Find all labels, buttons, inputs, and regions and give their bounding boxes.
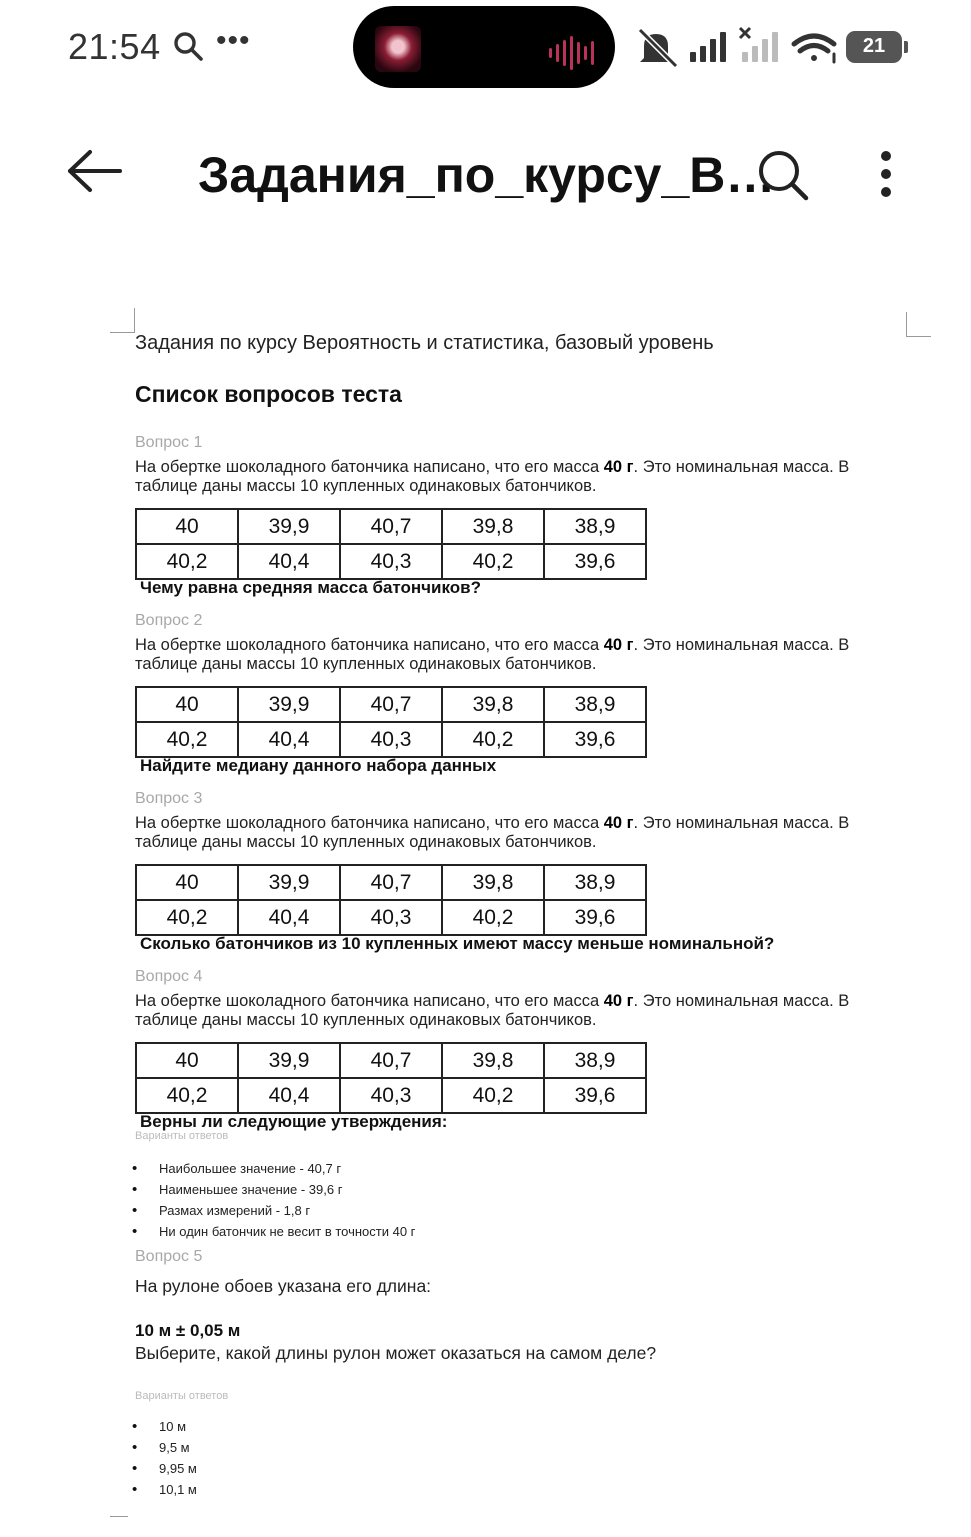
table-cell: 39,8 <box>442 1043 544 1078</box>
app-bar <box>0 120 971 230</box>
document-view[interactable] <box>0 290 971 1536</box>
question-label: Вопрос 5 <box>135 1248 203 1265</box>
table-cell: 40,4 <box>238 544 340 579</box>
table-cell: 40,7 <box>340 1043 442 1078</box>
search-icon[interactable] <box>756 148 810 207</box>
table-cell: 39,9 <box>238 509 340 544</box>
table-cell: 38,9 <box>544 865 646 900</box>
table-cell: 38,9 <box>544 509 646 544</box>
question-text: На обертке шоколадного батончика написано, что его масса 40 г. Это номинальная масса. В таблице даны массы 10 купленных одинаковых батончиков. <box>135 814 850 851</box>
answer-options <box>135 1416 905 1500</box>
page-corner-mark <box>906 312 931 337</box>
question-text: На рулоне обоев указана его длина: <box>135 1276 432 1296</box>
table-cell: 40,7 <box>340 865 442 900</box>
variants-label: Варианты ответов <box>135 1390 229 1402</box>
question-prompt: Найдите медиану данного набора данных <box>140 756 497 775</box>
status-more-indicator: ••• <box>216 24 251 57</box>
mass-table <box>135 864 647 936</box>
list-item: • Ни один батончик не весит в точности 40 г <box>135 1221 905 1242</box>
more-options-icon[interactable] <box>876 150 896 203</box>
question-label: Вопрос 1 <box>135 434 203 451</box>
signal-disabled-icon <box>740 28 778 62</box>
battery-level: 21 <box>862 35 886 57</box>
mass-table <box>135 1042 647 1114</box>
mass-table <box>135 508 647 580</box>
list-item: • 9,5 м <box>135 1437 905 1458</box>
question-label: Вопрос 4 <box>135 968 203 985</box>
signal-icon <box>690 32 726 62</box>
table-cell: 39,9 <box>238 865 340 900</box>
page-corner-mark <box>110 308 135 333</box>
question-block <box>135 612 905 776</box>
list-item: • 9,95 м <box>135 1458 905 1479</box>
document-header: Задания по курсу Вероятность и статистика, базовый уровень <box>135 332 714 354</box>
list-item: • 10 м <box>135 1416 905 1437</box>
table-cell: 40 <box>136 865 238 900</box>
table-cell: 40,2 <box>136 544 238 579</box>
mute-icon <box>640 30 676 66</box>
battery-icon <box>846 31 902 63</box>
status-bar <box>0 0 971 95</box>
document-title: Задания_по_курсу_В… <box>198 147 776 203</box>
question-block <box>135 434 905 598</box>
table-cell: 40,4 <box>238 1078 340 1113</box>
question-prompt: Выберите, какой длины рулон может оказаться на самом деле? <box>135 1343 657 1363</box>
list-item: • Наименьшее значение - 39,6 г <box>135 1179 905 1200</box>
question-prompt: Чему равна средняя масса батончиков? <box>140 578 481 597</box>
variants-label: Варианты ответов <box>135 1130 229 1142</box>
list-item: • Размах измерений - 1,8 г <box>135 1200 905 1221</box>
mass-table <box>135 686 647 758</box>
table-cell: 40,2 <box>442 900 544 935</box>
question-prompt: Верны ли следующие утверждения: <box>140 1112 448 1131</box>
table-cell: 40,3 <box>340 1078 442 1113</box>
back-arrow-icon[interactable] <box>66 148 124 199</box>
table-cell: 40 <box>136 509 238 544</box>
table-cell: 39,6 <box>544 722 646 757</box>
table-cell: 40 <box>136 1043 238 1078</box>
table-cell: 38,9 <box>544 687 646 722</box>
list-item: • 10,1 м <box>135 1479 905 1500</box>
table-cell: 40,4 <box>238 722 340 757</box>
question-text: На обертке шоколадного батончика написано, что его масса 40 г. Это номинальная масса. В таблице даны массы 10 купленных одинаковых батончиков. <box>135 992 850 1029</box>
table-cell: 40,3 <box>340 722 442 757</box>
status-time: 21:54 <box>68 26 161 67</box>
length-spec: 10 м ± 0,05 м <box>135 1321 241 1340</box>
question-label: Вопрос 3 <box>135 790 203 807</box>
search-icon <box>172 30 204 67</box>
document-page <box>135 330 905 1500</box>
table-cell: 40,2 <box>442 722 544 757</box>
table-cell: 40,2 <box>442 1078 544 1113</box>
table-cell: 40,3 <box>340 900 442 935</box>
wifi-icon <box>794 36 834 62</box>
table-cell: 40,7 <box>340 687 442 722</box>
list-item: • Наибольшее значение - 40,7 г <box>135 1158 905 1179</box>
table-cell: 40,2 <box>136 900 238 935</box>
question-text: На обертке шоколадного батончика написано, что его масса 40 г. Это номинальная масса. В таблице даны массы 10 купленных одинаковых батончиков. <box>135 458 850 495</box>
table-cell: 39,9 <box>238 1043 340 1078</box>
table-cell: 39,6 <box>544 1078 646 1113</box>
section-title: Список вопросов теста <box>135 381 402 407</box>
table-cell: 39,8 <box>442 509 544 544</box>
table-cell: 40,2 <box>136 722 238 757</box>
page-corner-mark <box>110 1516 128 1537</box>
table-cell: 39,6 <box>544 900 646 935</box>
table-cell: 40,4 <box>238 900 340 935</box>
table-cell: 39,8 <box>442 687 544 722</box>
question-block <box>135 1248 905 1500</box>
audio-wave-icon <box>549 36 594 70</box>
table-cell: 39,8 <box>442 865 544 900</box>
dynamic-island[interactable] <box>353 6 615 88</box>
table-cell: 40 <box>136 687 238 722</box>
question-prompt: Сколько батончиков из 10 купленных имеют массу меньше номинальной? <box>140 934 775 953</box>
table-cell: 40,2 <box>136 1078 238 1113</box>
question-text: На обертке шоколадного батончика написано, что его масса 40 г. Это номинальная масса. В таблице даны массы 10 купленных одинаковых батончиков. <box>135 636 850 673</box>
media-thumbnail[interactable] <box>375 26 421 72</box>
question-label: Вопрос 2 <box>135 612 203 629</box>
table-cell: 40,3 <box>340 544 442 579</box>
table-cell: 38,9 <box>544 1043 646 1078</box>
question-block <box>135 968 905 1242</box>
question-block <box>135 790 905 954</box>
table-cell: 39,9 <box>238 687 340 722</box>
answer-options <box>135 1158 905 1242</box>
table-cell: 40,7 <box>340 509 442 544</box>
table-cell: 40,2 <box>442 544 544 579</box>
table-cell: 39,6 <box>544 544 646 579</box>
